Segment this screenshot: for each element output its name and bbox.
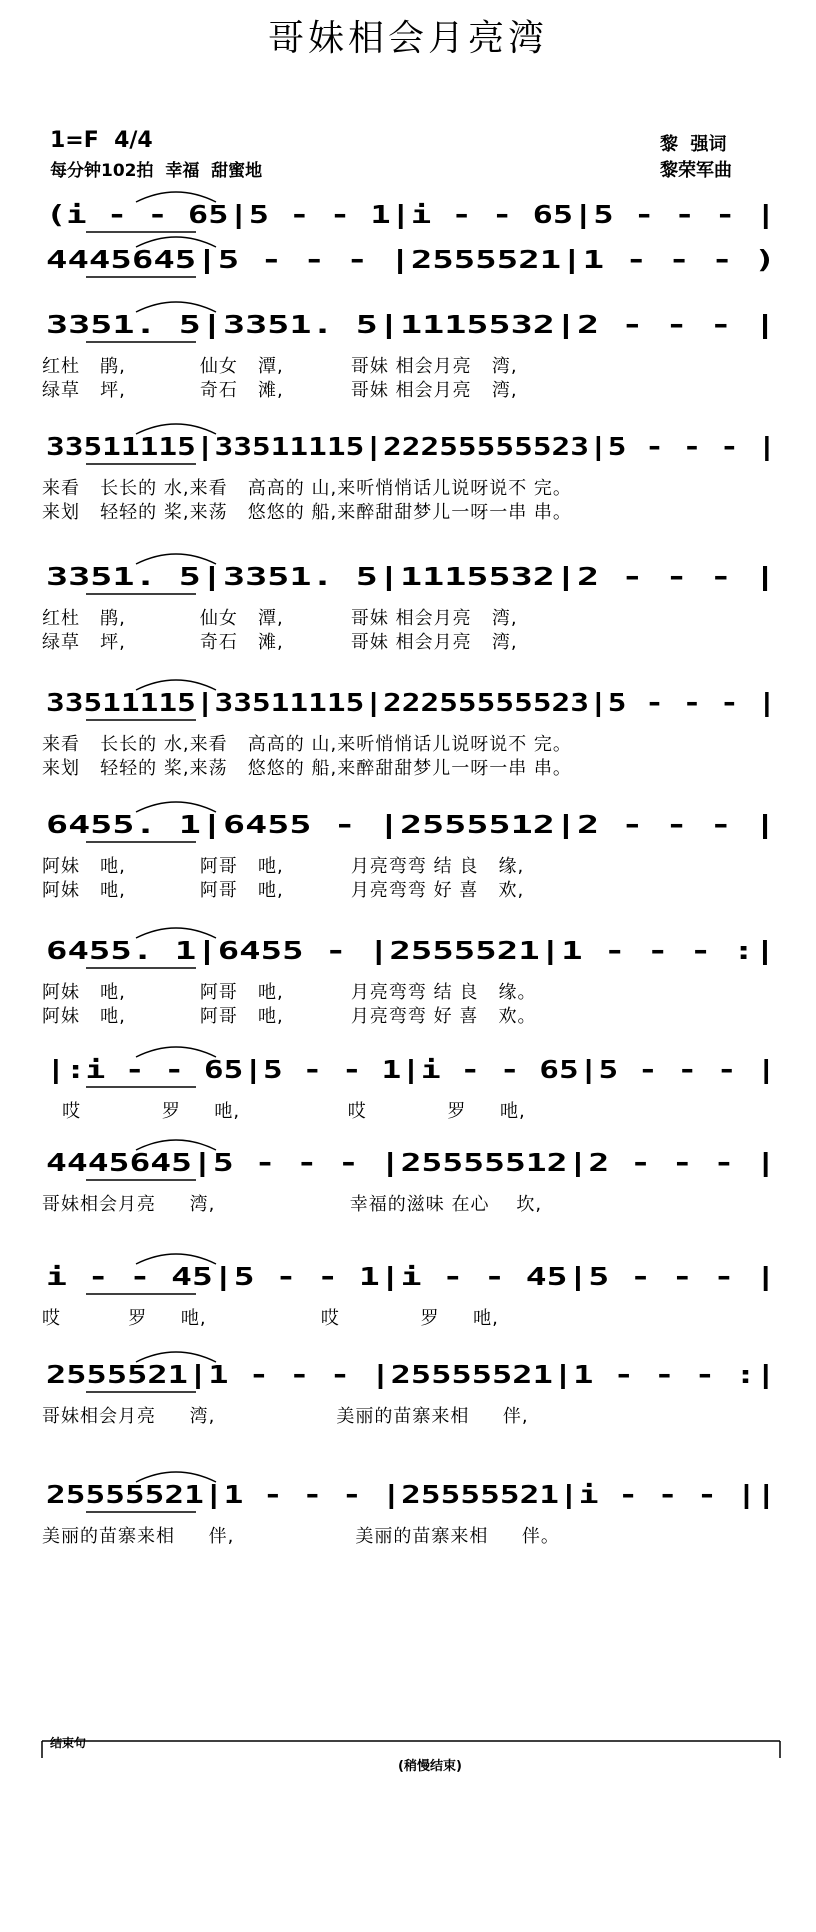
lyric-line: 来划 轻轻的 桨,来荡 悠悠的 船,来醉甜甜梦儿一呀一串 串。 [42,758,572,779]
notation-line: 6455. 1|6455 - |2555521|1 - - - :| [46,936,776,965]
lyric-line: 红杜 鹃, 仙女 潭, 哥妹 相会月亮 湾, [42,356,518,377]
notation-line: i - - 45|5 - - 1|i - - 45|5 - - - | [46,1262,777,1291]
lyric-line: 阿妹 吔, 阿哥 吔, 月亮弯弯 结 良 缘, [42,856,525,877]
composer-credit: 黎荣军曲 [660,160,732,181]
tempo-marking: 每分钟102拍 幸福 甜蜜地 [50,161,263,181]
notation-line: 6455. 1|6455 - |2555512|2 - - - | [46,810,777,839]
key-signature: 1=F 4/4 [50,128,153,153]
lyricist-credit: 黎 强词 [660,134,727,155]
lyric-line: 来看 长长的 水,来看 高高的 山,来听悄悄话儿说呀说不 完。 [42,478,572,499]
lyric-line: 红杜 鹃, 仙女 潭, 哥妹 相会月亮 湾, [42,608,518,629]
ending-label: 结束句 [50,1736,87,1750]
lyric-line: 哥妹相会月亮 湾, 幸福的滋味 在心 坎, [42,1194,543,1215]
lyric-line: 阿妹 吔, 阿哥 吔, 月亮弯弯 结 良 缘。 [42,982,537,1003]
notation-line: 3351. 5|3351. 5|1115532|2 - - - | [46,310,777,339]
lyric-line: 来划 轻轻的 桨,来荡 悠悠的 船,来醉甜甜梦儿一呀一串 串。 [42,502,572,523]
lyric-line: 阿妹 吔, 阿哥 吔, 月亮弯弯 好 喜 欢。 [42,1006,537,1027]
lyric-line: 绿草 坪, 奇石 滩, 哥妹 相会月亮 湾, [42,380,518,401]
lyric-line: 哎 罗 吔, 哎 罗 吔, [42,1101,526,1122]
lyric-line: 美丽的苗寨来相 伴, 美丽的苗寨来相 伴。 [42,1526,560,1547]
slow-end-marking: (稍慢结束) [398,1759,462,1774]
lyric-line: 哥妹相会月亮 湾, 美丽的苗寨来相 伴, [42,1406,529,1427]
lyric-line: 来看 长长的 水,来看 高高的 山,来听悄悄话儿说呀说不 完。 [42,734,572,755]
notation-line: 4445645|5 - - - |25555512|2 - - - | [46,1148,777,1177]
lyric-line: 绿草 坪, 奇石 滩, 哥妹 相会月亮 湾, [42,632,518,653]
notation-line: 2555521|1 - - - |25555521|1 - - - :| [46,1360,776,1389]
notation-line: |:i - - 65|5 - - 1|i - - 65|5 - - - | [46,1055,777,1084]
notation-line: (i - - 65|5 - - 1|i - - 65|5 - - - | [46,200,776,229]
notation-line: 33511115|33511115|22255555523|5 - - - | [46,432,777,461]
lyric-line: 哎 罗 吔, 哎 罗 吔, [42,1308,499,1329]
notation-line: 25555521|1 - - - |25555521|i - - - || [46,1480,777,1509]
page-title: 哥妹相会月亮湾 [267,18,548,59]
notation-line: 3351. 5|3351. 5|1115532|2 - - - | [46,562,777,591]
lyric-line: 阿妹 吔, 阿哥 吔, 月亮弯弯 好 喜 欢, [42,880,525,901]
notation-line: 4445645|5 - - - |2555521|1 - - - ) [46,245,776,274]
notation-line: 33511115|33511115|22255555523|5 - - - | [46,688,777,717]
